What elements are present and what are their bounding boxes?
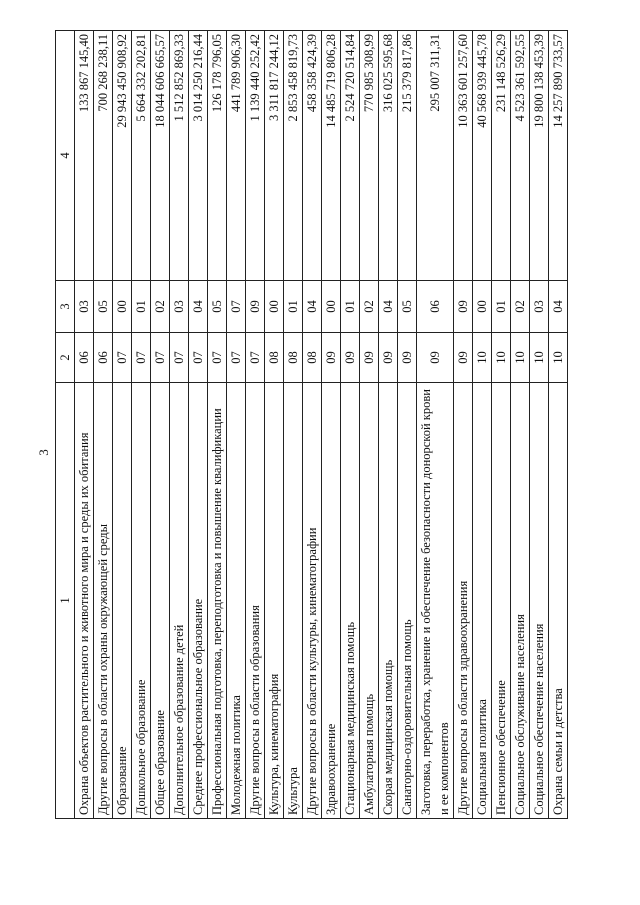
amount-cell: 231 148 526,29 [492, 31, 511, 281]
section-code-cell: 07 [227, 333, 246, 383]
amount-cell: 2 524 720 514,84 [341, 31, 360, 281]
amount-cell: 19 800 138 453,39 [530, 31, 549, 281]
section-code-cell: 10 [492, 333, 511, 383]
row-name-cell: Молодежная политика [227, 383, 246, 819]
table-row [360, 31, 379, 819]
header-cell-col3: 3 [56, 281, 75, 333]
section-code-cell: 10 [511, 333, 530, 383]
subsection-code-cell: 09 [246, 281, 265, 333]
section-code-cell: 10 [473, 333, 492, 383]
amount-cell: 10 363 601 257,60 [454, 31, 473, 281]
subsection-code-cell: 04 [303, 281, 322, 333]
section-code-cell: 06 [75, 333, 94, 383]
table-row [265, 31, 284, 819]
subsection-code-cell: 01 [284, 281, 303, 333]
table-row [151, 31, 170, 819]
subsection-code-cell: 04 [189, 281, 208, 333]
table-row [454, 31, 473, 819]
subsection-code-cell: 00 [473, 281, 492, 333]
table-row [246, 31, 265, 819]
amount-cell: 441 789 906,30 [227, 31, 246, 281]
subsection-code-cell: 03 [75, 281, 94, 333]
section-code-cell: 07 [170, 333, 189, 383]
table-row [549, 31, 568, 819]
header-cell-col2: 2 [56, 333, 75, 383]
table-row [94, 31, 113, 819]
section-code-cell: 08 [303, 333, 322, 383]
row-name-cell: Другие вопросы в области культуры, кинематографии [303, 383, 322, 819]
amount-cell: 1 512 852 869,33 [170, 31, 189, 281]
subsection-code-cell: 03 [530, 281, 549, 333]
row-name-cell: Пенсионное обеспечение [492, 383, 511, 819]
subsection-code-cell: 05 [398, 281, 417, 333]
section-code-cell: 07 [151, 333, 170, 383]
section-code-cell: 10 [549, 333, 568, 383]
table-row [492, 31, 511, 819]
table-row [379, 31, 398, 819]
section-code-cell: 09 [322, 333, 341, 383]
table-body [56, 31, 568, 819]
amount-cell: 295 007 311,31 [417, 31, 454, 281]
row-name-cell: Другие вопросы в области здравоохранения [454, 383, 473, 819]
table-header-row [56, 31, 75, 819]
table-row [208, 31, 227, 819]
row-name-cell: Дошкольное образование [132, 383, 151, 819]
subsection-code-cell: 04 [379, 281, 398, 333]
amount-cell: 40 568 939 445,78 [473, 31, 492, 281]
amount-cell: 3 311 817 244,12 [265, 31, 284, 281]
amount-cell: 215 379 817,86 [398, 31, 417, 281]
row-name-cell: Культура, кинематография [265, 383, 284, 819]
row-name-cell: Санаторно-оздоровительная помощь [398, 383, 417, 819]
section-code-cell: 10 [530, 333, 549, 383]
table-row [227, 31, 246, 819]
row-name-cell: Амбулаторная помощь [360, 383, 379, 819]
table-row [284, 31, 303, 819]
row-name-cell: Профессиональная подготовка, переподготовка и повышение квалификации [208, 383, 227, 819]
row-name-cell: Другие вопросы в области охраны окружающей среды [94, 383, 113, 819]
row-name-cell: Общее образование [151, 383, 170, 819]
section-code-cell: 06 [94, 333, 113, 383]
table-row [530, 31, 549, 819]
row-name-cell: Охрана объектов растительного и животного мира и среды их обитания [75, 383, 94, 819]
subsection-code-cell: 02 [360, 281, 379, 333]
section-code-cell: 09 [341, 333, 360, 383]
row-name-cell: Социальное обслуживание населения [511, 383, 530, 819]
amount-cell: 126 178 796,05 [208, 31, 227, 281]
amount-cell: 29 943 450 908,92 [113, 31, 132, 281]
amount-cell: 1 139 440 252,42 [246, 31, 265, 281]
header-cell-col4: 4 [56, 31, 75, 281]
row-name-cell: Скорая медицинская помощь [379, 383, 398, 819]
table-row [473, 31, 492, 819]
subsection-code-cell: 00 [322, 281, 341, 333]
table-row [303, 31, 322, 819]
table-row [322, 31, 341, 819]
table-row [189, 31, 208, 819]
amount-cell: 14 485 719 806,28 [322, 31, 341, 281]
amount-cell: 458 358 424,39 [303, 31, 322, 281]
subsection-code-cell: 07 [227, 281, 246, 333]
subsection-code-cell: 05 [208, 281, 227, 333]
section-code-cell: 07 [132, 333, 151, 383]
section-code-cell: 09 [454, 333, 473, 383]
section-code-cell: 07 [246, 333, 265, 383]
amount-cell: 14 257 890 733,57 [549, 31, 568, 281]
subsection-code-cell: 02 [151, 281, 170, 333]
amount-cell: 316 025 595,68 [379, 31, 398, 281]
row-name-cell: Дополнительное образование детей [170, 383, 189, 819]
row-name-cell: Заготовка, переработка, хранение и обеспечение безопасности донорской крови и ее компонентов [417, 383, 454, 819]
amount-cell: 133 867 145,40 [75, 31, 94, 281]
subsection-code-cell: 05 [94, 281, 113, 333]
subsection-code-cell: 00 [265, 281, 284, 333]
subsection-code-cell: 01 [132, 281, 151, 333]
row-name-cell: Социальное обеспечение населения [530, 383, 549, 819]
section-code-cell: 07 [113, 333, 132, 383]
amount-cell: 18 044 606 665,57 [151, 31, 170, 281]
page-number: 3 [36, 449, 51, 456]
section-code-cell: 09 [398, 333, 417, 383]
budget-table [55, 30, 568, 819]
amount-cell: 3 014 250 216,44 [189, 31, 208, 281]
subsection-code-cell: 02 [511, 281, 530, 333]
subsection-code-cell: 06 [417, 281, 454, 333]
subsection-code-cell: 01 [492, 281, 511, 333]
table-row [417, 31, 454, 819]
table-row [398, 31, 417, 819]
row-name-cell: Социальная политика [473, 383, 492, 819]
section-code-cell: 09 [417, 333, 454, 383]
row-name-cell: Образование [113, 383, 132, 819]
subsection-code-cell: 09 [454, 281, 473, 333]
subsection-code-cell: 04 [549, 281, 568, 333]
section-code-cell: 07 [208, 333, 227, 383]
row-name-cell: Здравоохранение [322, 383, 341, 819]
table-row [75, 31, 94, 819]
amount-cell: 700 268 238,11 [94, 31, 113, 281]
row-name-cell: Среднее профессиональное образование [189, 383, 208, 819]
section-code-cell: 08 [284, 333, 303, 383]
amount-cell: 2 853 458 819,73 [284, 31, 303, 281]
subsection-code-cell: 00 [113, 281, 132, 333]
row-name-cell: Стационарная медицинская помощь [341, 383, 360, 819]
section-code-cell: 09 [360, 333, 379, 383]
amount-cell: 770 985 308,99 [360, 31, 379, 281]
header-cell-col1: 1 [56, 383, 75, 819]
section-code-cell: 07 [189, 333, 208, 383]
amount-cell: 4 523 361 592,55 [511, 31, 530, 281]
section-code-cell: 08 [265, 333, 284, 383]
table-row [170, 31, 189, 819]
subsection-code-cell: 01 [341, 281, 360, 333]
row-name-cell: Другие вопросы в области образования [246, 383, 265, 819]
table-row [113, 31, 132, 819]
amount-cell: 5 664 332 202,81 [132, 31, 151, 281]
table-row [511, 31, 530, 819]
table-row [341, 31, 360, 819]
row-name-cell: Охрана семьи и детства [549, 383, 568, 819]
table-row [132, 31, 151, 819]
row-name-cell: Культура [284, 383, 303, 819]
subsection-code-cell: 03 [170, 281, 189, 333]
section-code-cell: 09 [379, 333, 398, 383]
